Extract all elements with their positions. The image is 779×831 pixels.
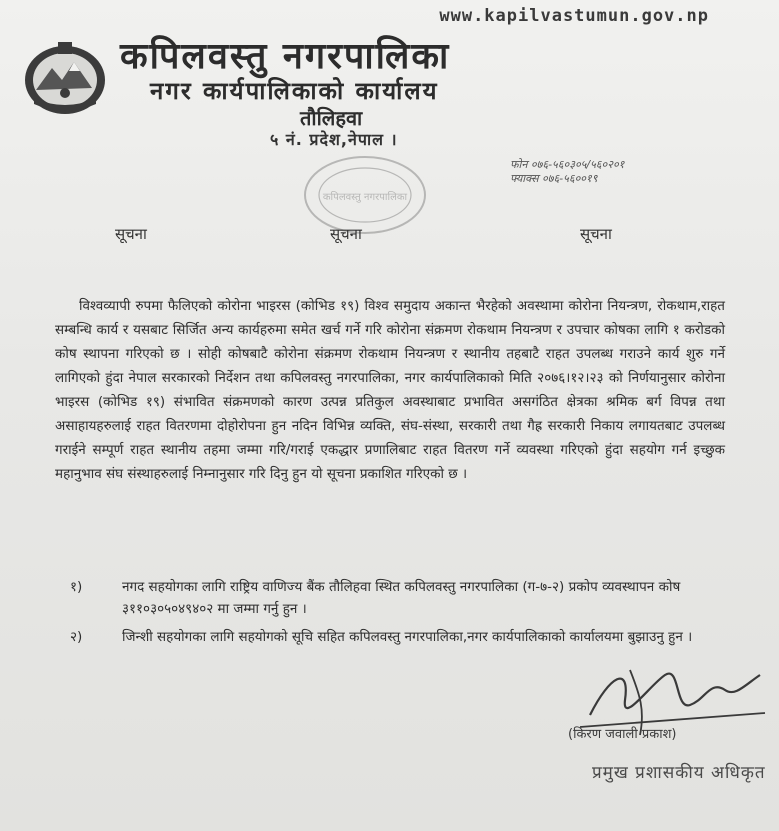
stamp-text: कपिलवस्तु नगरपालिका <box>322 192 408 203</box>
signer-name: (किरण जवाली प्रकाश) <box>568 727 677 742</box>
notice-label-center: सूचना <box>330 225 362 243</box>
list-item-text: जिन्शी सहयोगका लागि सहयोगको सूचि सहित कपिलवस्तु नगरपालिका,नगर कार्यपालिकाको कार्यालयमा बुझाउनु हुन । <box>122 629 693 645</box>
municipality-name: कपिलवस्तु नगरपालिका <box>120 36 451 77</box>
municipality-logo-icon <box>22 38 108 116</box>
list-item-number: २) <box>70 629 83 645</box>
signer-title: प्रमुख प्रशासकीय अधिकृत <box>592 763 766 783</box>
contact-info <box>510 158 624 186</box>
province-line: ५ नं. प्रदेश,नेपाल । <box>270 130 398 149</box>
office-name: नगर कार्यपालिकाको कार्यालय <box>150 77 439 105</box>
notice-label-right: सूचना <box>580 225 612 243</box>
office-stamp-icon <box>300 150 430 240</box>
notice-body-paragraph: विश्वव्यापी रुपमा फैलिएको कोरोना भाइरस (कोभिड १९) विश्व समुदाय अकान्त भैरहेको अवस्थामा कोरोना नियन्त्रण, रोकथाम,राहत सम्बन्धि कार्य र यसबाट सिर्जित अन्य कार्यहरुमा समेत खर्च गर्ने गरि कोरोना संक्रमण रोकथाम नियन्त्रण र उपचार कोषका लागि १ करोडको कोष स्थापना गरिएको छ । सोही कोषबाटै कोरोना संक्रमण रोकथाम नियन्त्रण र स्थानीय तहबाटै राहत उपलब्ध गराउने कार्य शुरु गर्ने लागिएको हुंदा नेपाल सरकारको निर्देशन तथा कपिलवस्तु नगरपालिका, नगर कार्यपालिकाको मिति २०७६।१२।२३ को निर्णयानुसार कोरोना भाइरस (कोभिड १९) संभावित संक्रमणको कारण उत्पन्न प्रतिकुल अवस्थाबाट प्रभावित असगंठित क्षेत्रका श्रमिक बर्ग विपन्न तथा असाहायहरुलाई राहत वितरणमा दोहोरोपना हुन नदिन विभिन्न व्यक्ति, संघ-संस्था, सरकारी तथा गैह्र सरकारी निकाय लगायतबाट उपलब्ध गराईने सम्पूर्ण राहत स्थानीय तहमा जम्मा गरि/गराई एकद्धार प्रणालिबाट राहत वितरण गर्ने व्यवस्था गरिएको हुंदा सहयोग गर्न इच्छुक महानुभाव संघ संस्थाहरुलाई निम्नानुसार गरि दिनु हुन यो सूचना प्रकाशित गरिएको छ । <box>55 298 725 482</box>
fax-line: फ्याक्स ०७६-५६००१९ <box>510 172 598 185</box>
list-item-number: १) <box>70 579 83 595</box>
place-name: तौलिहवा <box>300 106 363 130</box>
list-item <box>70 626 730 648</box>
list-item-text: नगद सहयोगका लागि राष्ट्रिय वाणिज्य बैंक तौलिहवा स्थित कपिलवस्तु नगरपालिका (ग-७-२) प्रकोप व्यवस्थापन कोष ३११०३०५०४९४०२ मा जम्मा गर्नु हुन । <box>122 579 681 617</box>
website-url: www.kapilvastumun.gov.np <box>439 6 709 26</box>
notice-label-left: सूचना <box>115 225 147 243</box>
phone-line: फोन ०७६-५६०३०५/५६०२०१ <box>510 158 625 171</box>
list-item <box>70 576 730 620</box>
instruction-list <box>70 576 730 654</box>
